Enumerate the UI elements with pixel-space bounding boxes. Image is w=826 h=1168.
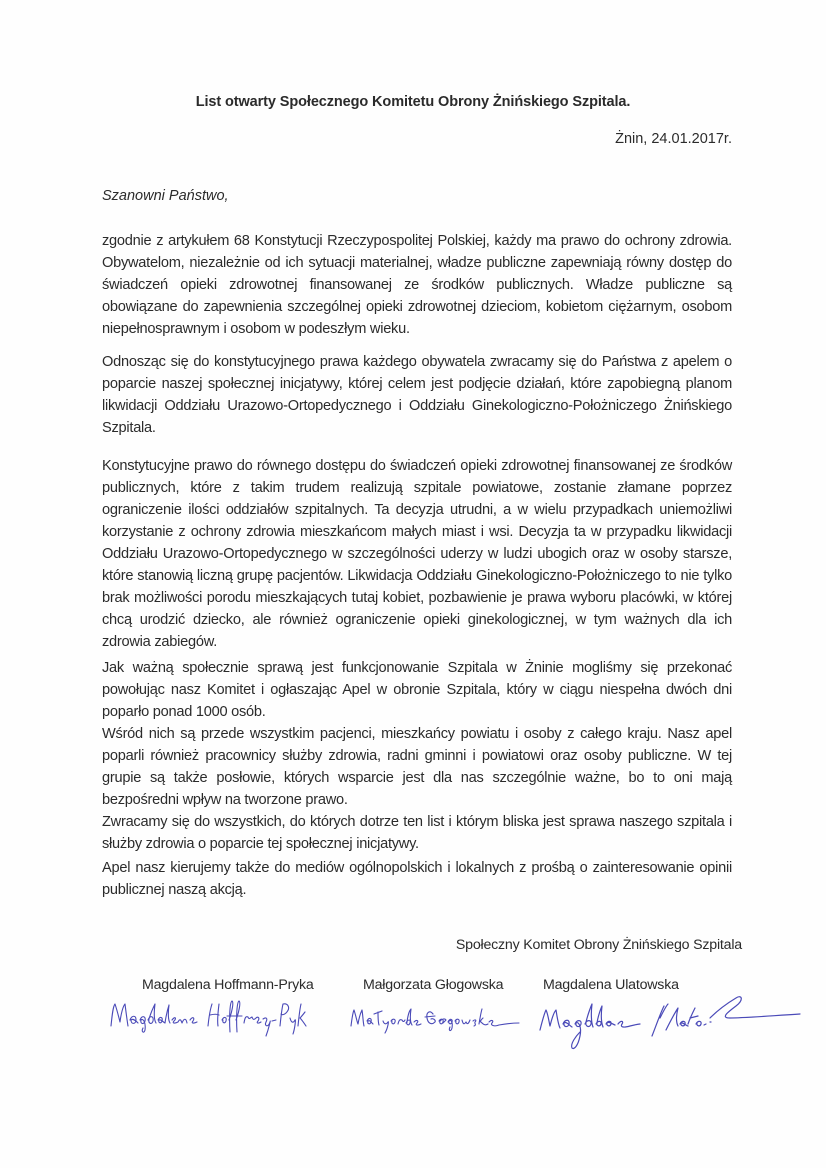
letter-title: List otwarty Społecznego Komitetu Obrony Żnińskiego Szpitala. — [195, 94, 631, 110]
signatory-name-1: Magdalena Hoffmann-Pryka — [142, 977, 314, 993]
paragraph-1 — [102, 230, 732, 340]
signature-icon — [347, 1000, 527, 1036]
signature-icon — [530, 978, 810, 1058]
paragraph-4 — [102, 657, 732, 855]
salutation: Szanowni Państwo, — [102, 188, 229, 204]
paragraph-3 — [102, 455, 732, 653]
paragraph-text: Zwracamy się do wszystkich, do których dotrze ten list i którym bliska jest sprawa naszego szpitala i służby zdrowia o poparcie tej społecznej inicjatywy. — [102, 814, 732, 852]
paragraph-5 — [102, 857, 732, 901]
signatory-name-3: Magdalena Ulatowska — [543, 977, 679, 993]
signature-icon — [108, 996, 308, 1038]
committee-name: Społeczny Komitet Obrony Żnińskiego Szpitala — [455, 937, 742, 953]
place-and-date: Żnin, 24.01.2017r. — [615, 131, 732, 147]
paragraph-text: Wśród nich są przede wszystkim pacjenci, mieszkańcy powiatu i osoby z całego kraju. Nasz apel poparli również pracownicy służby zdrowia, radni gminni i powiatowi oraz osoby publiczne. W tej grupie są także posłowie, których wsparcie jest dla nas szczególnie ważne, bo to oni mają bezpośredni wpływ na tworzone prawo. — [102, 726, 732, 808]
paragraph-text: Odnosząc się do konstytucyjnego prawa każdego obywatela zwracamy się do Państwa z apelem o poparcie naszej społecznej inicjatywy, której celem jest podjęcie działań, które zapobiegną planom likwidacji Oddziału Urazowo-Ortopedycznego i Oddziału Ginekologiczno-Położniczego Żnińskiego Szpitala. — [102, 354, 732, 436]
paragraph-text: zgodnie z artykułem 68 Konstytucji Rzeczypospolitej Polskiej, każdy ma prawo do ochrony zdrowia. Obywatelom, niezależnie od ich sytuacji materialnej, władze publiczne zapewniają równy dostęp do świadczeń opieki zdrowotnej finansowanej ze środków publicznych. Władze publiczne są obowiązane do zapewnienia szczególnej opieki zdrowotnej dzieciom, kobietom ciężarnym, osobom niepełnosprawnym i osobom w podeszłym wieku. — [102, 233, 732, 337]
paragraph-text: Konstytucyjne prawo do równego dostępu do świadczeń opieki zdrowotnej finansowanej ze środków publicznych, które z takim trudem realizują szpitale powiatowe, zostanie złamane poprzez ograniczenie ilości oddziałów szpitalnych. Ta decyzja utrudni, a w wielu przypadkach uniemożliwi korzystanie z ochrony zdrowia mieszkańcom małych miast i wsi. Decyzja ta w przypadku likwidacji Oddziału Urazowo-Ortopedycznego w szczególności uderzy w ludzi ubogich oraz w osoby starsze, które stanowią liczną grupę pacjentów. Likwidacja Oddziału Ginekologiczno-Położniczego to nie tylko brak możliwości porodu mieszkających tutaj kobiet, pozbawienie je prawa wyboru placówki, w której chcą urodzić dziecko, ale również ograniczenie opieki ginekologicznej, w tym ważnych dla ich zdrowia zabiegów. — [102, 458, 732, 650]
signatory-name-2: Małgorzata Głogowska — [363, 977, 504, 993]
paragraph-text: Jak ważną społecznie sprawą jest funkcjonowanie Szpitala w Żninie mogliśmy się przekonać powołując nasz Komitet i ogłaszając Apel w obronie Szpitala, który w ciągu niespełna dwóch dni poparło ponad 1000 osób. — [102, 660, 732, 720]
paragraph-2 — [102, 351, 732, 439]
paragraph-text: Apel nasz kierujemy także do mediów ogólnopolskich i lokalnych z prośbą o zainteresowanie opinii publicznej naszą akcją. — [102, 860, 732, 898]
